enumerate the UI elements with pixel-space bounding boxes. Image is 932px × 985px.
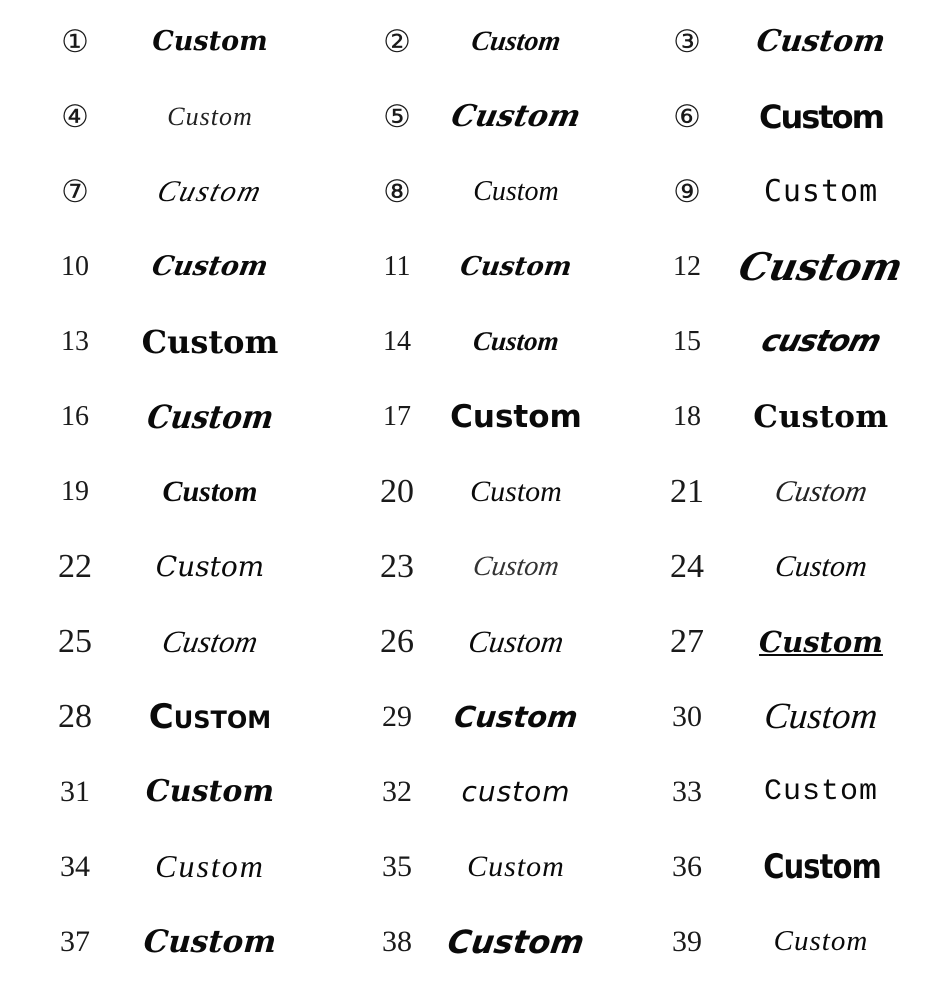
font-number: 31 — [60, 774, 90, 808]
font-sample: Custom — [763, 174, 879, 209]
font-number: 22 — [58, 547, 92, 585]
font-sample: Custom — [773, 549, 869, 583]
font-sample: Custom — [466, 623, 566, 659]
font-number: ⑧ — [383, 173, 411, 209]
font-sample: Custom — [144, 397, 277, 436]
font-sample: Custom — [445, 922, 587, 961]
font-option-25 — [0, 604, 322, 679]
font-sample: Custom — [753, 398, 889, 435]
font-number: ⑥ — [673, 98, 701, 134]
font-option-37 — [0, 904, 322, 979]
font-option-8 — [322, 154, 612, 229]
font-sample: Custom — [167, 101, 253, 131]
font-sample: Custom — [762, 696, 880, 737]
font-sample: Custom — [148, 696, 272, 737]
font-option-30 — [612, 679, 932, 754]
font-number: 39 — [672, 924, 702, 958]
font-option-36 — [612, 829, 932, 904]
font-sample: Custom — [754, 24, 888, 59]
font-sample: Custom — [473, 175, 559, 207]
font-sample: Custom — [142, 923, 278, 960]
font-number: 28 — [58, 697, 92, 735]
font-sample: Custom — [450, 398, 582, 435]
font-sample: Custom — [162, 474, 258, 508]
font-option-17 — [322, 379, 612, 454]
font-sample: Custom — [759, 624, 883, 659]
font-option-12 — [612, 229, 932, 304]
font-sample: Custom — [153, 174, 267, 208]
font-number: ④ — [61, 98, 89, 134]
font-sample: Custom — [159, 623, 261, 659]
font-option-34 — [0, 829, 322, 904]
font-option-26 — [322, 604, 612, 679]
font-sample: Custom — [149, 251, 271, 282]
font-number: 35 — [382, 849, 412, 883]
font-option-14 — [322, 304, 612, 379]
font-number: 30 — [672, 699, 702, 733]
font-sample: Custom — [467, 849, 565, 883]
font-option-15 — [612, 304, 932, 379]
font-sample: Custom — [469, 25, 563, 57]
font-number: 14 — [383, 325, 411, 357]
font-option-9 — [612, 154, 932, 229]
font-number: 25 — [58, 622, 92, 660]
font-number: 18 — [673, 400, 701, 432]
font-number: 37 — [60, 924, 90, 958]
font-option-22 — [0, 529, 322, 604]
font-sample: Custom — [155, 848, 265, 884]
font-option-1 — [0, 4, 322, 79]
font-option-33 — [612, 754, 932, 829]
font-option-28 — [0, 679, 322, 754]
font-option-16 — [0, 379, 322, 454]
font-number: 23 — [380, 547, 414, 585]
font-option-18 — [612, 379, 932, 454]
font-sample: Custom — [458, 251, 574, 282]
font-option-6 — [612, 79, 932, 154]
font-number: 26 — [380, 622, 414, 660]
font-number: 12 — [673, 250, 701, 282]
font-number: 16 — [61, 400, 89, 432]
font-sample: Custom — [772, 474, 870, 508]
font-sample: Custom — [470, 474, 562, 508]
font-option-13 — [0, 304, 322, 379]
font-number: ③ — [673, 23, 701, 59]
font-number: 11 — [383, 250, 411, 282]
font-sample: Custom — [471, 326, 561, 356]
font-sample: Custom — [759, 97, 883, 136]
font-number: 27 — [670, 622, 704, 660]
font-option-5 — [322, 79, 612, 154]
font-sample: Custom — [152, 26, 268, 57]
font-sample: Custom — [773, 925, 869, 957]
font-sample: Custom — [763, 846, 881, 887]
font-option-38 — [322, 904, 612, 979]
font-number: 13 — [61, 325, 89, 357]
font-number: ⑤ — [383, 98, 411, 134]
font-option-3 — [612, 4, 932, 79]
font-option-20 — [322, 454, 612, 529]
font-sample: Custom — [763, 774, 879, 809]
font-number: 19 — [61, 475, 89, 507]
font-option-21 — [612, 454, 932, 529]
font-sample: custom — [757, 324, 885, 359]
font-number: 38 — [382, 924, 412, 958]
font-number: 36 — [672, 849, 702, 883]
font-option-29 — [322, 679, 612, 754]
font-number: ⑨ — [673, 173, 701, 209]
font-option-32 — [322, 754, 612, 829]
font-sample: Custom — [145, 774, 275, 809]
font-number: 24 — [670, 547, 704, 585]
font-number: ⑦ — [61, 173, 89, 209]
font-number: 32 — [382, 774, 412, 808]
font-option-11 — [322, 229, 612, 304]
font-number: 34 — [60, 849, 90, 883]
font-sample: Custom — [448, 99, 584, 134]
font-number: ① — [61, 23, 89, 59]
font-option-27 — [612, 604, 932, 679]
font-sample: Custom — [155, 550, 265, 583]
font-option-39 — [612, 904, 932, 979]
font-option-23 — [322, 529, 612, 604]
font-option-31 — [0, 754, 322, 829]
font-sample: Custom — [452, 699, 580, 734]
font-option-2 — [322, 4, 612, 79]
font-option-19 — [0, 454, 322, 529]
font-number: 29 — [382, 699, 412, 733]
font-option-35 — [322, 829, 612, 904]
font-number: 17 — [383, 400, 411, 432]
font-number: 21 — [670, 472, 704, 510]
font-number: ② — [383, 23, 411, 59]
font-number: 15 — [673, 325, 701, 357]
font-sample: custom — [461, 775, 571, 808]
font-option-24 — [612, 529, 932, 604]
font-sample: Custom — [471, 550, 562, 582]
font-option-7 — [0, 154, 322, 229]
font-sample: Custom — [735, 244, 907, 289]
font-option-10 — [0, 229, 322, 304]
font-number: 33 — [672, 774, 702, 808]
font-option-4 — [0, 79, 322, 154]
font-sample: Custom — [141, 322, 279, 361]
font-number: 10 — [61, 250, 89, 282]
font-number: 20 — [380, 472, 414, 510]
